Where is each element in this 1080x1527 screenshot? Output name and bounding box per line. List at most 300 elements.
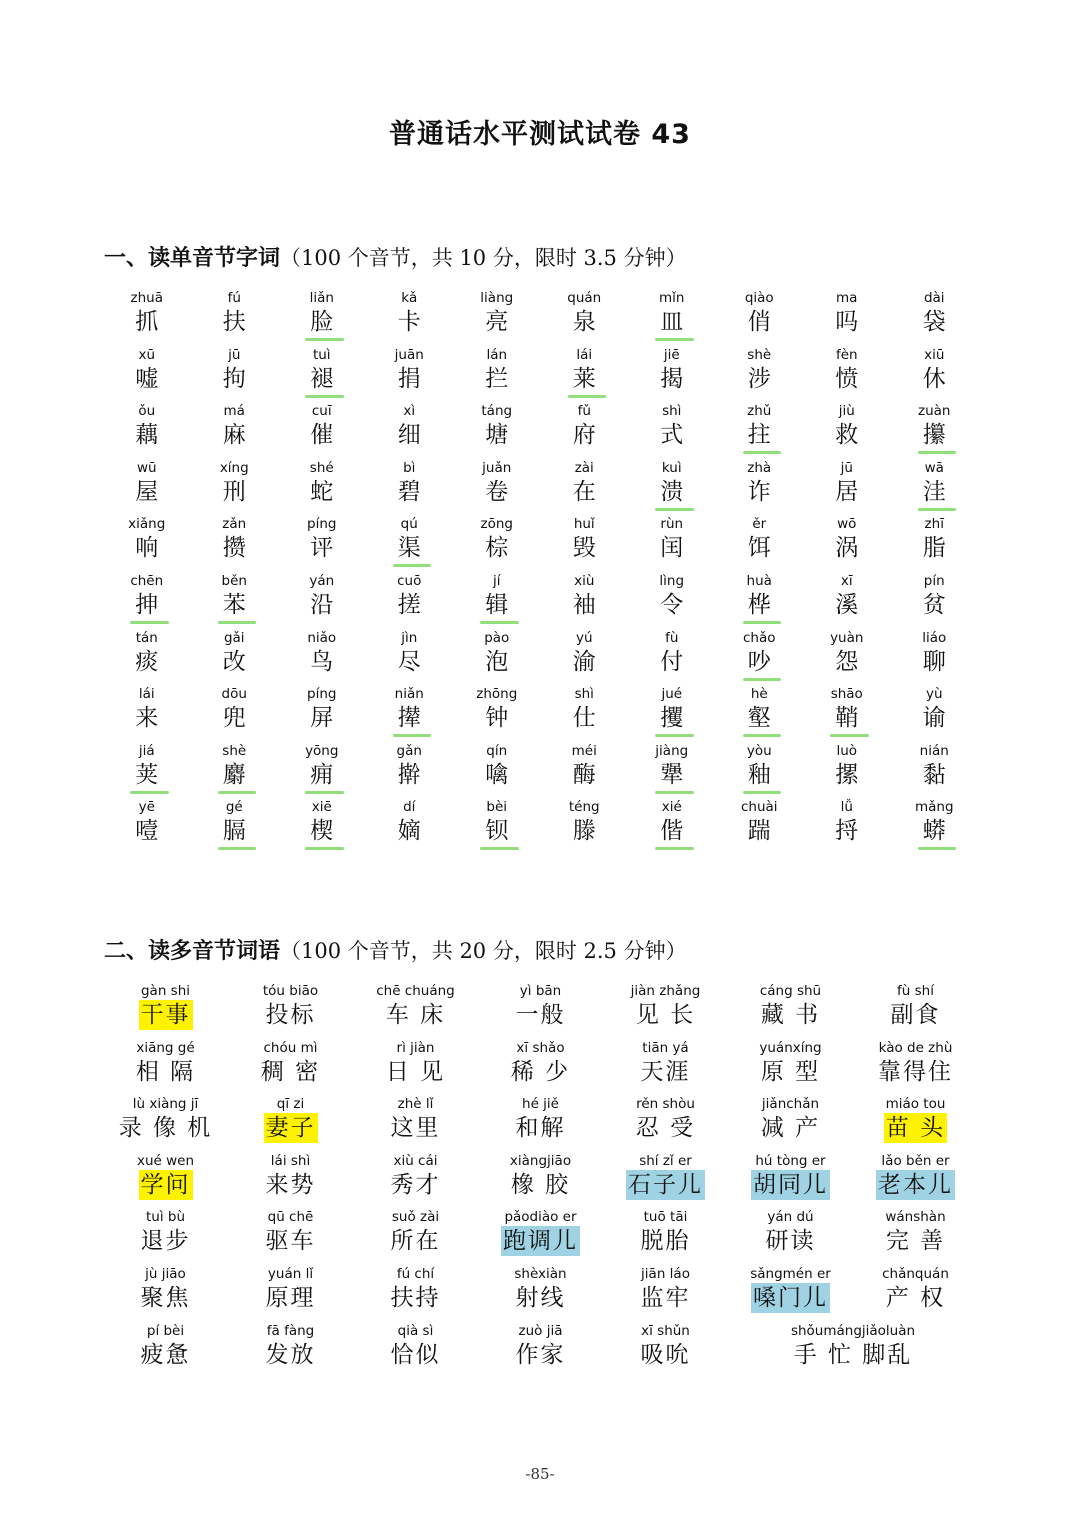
word-cell — [478, 1263, 603, 1320]
hanzi: 褪 — [310, 365, 334, 392]
pinyin: zhǔ — [747, 403, 772, 420]
char-cell — [803, 796, 891, 853]
hanzi: 涉 — [747, 365, 771, 392]
hanzi: 渠 — [397, 535, 421, 562]
hanzi: 塘 — [485, 422, 509, 449]
pinyin: rì jiàn — [396, 1039, 435, 1056]
word: 聚焦 — [140, 1284, 191, 1311]
pinyin: jiàng — [655, 742, 689, 759]
pinyin: jué — [661, 686, 683, 703]
char-cell — [191, 400, 279, 457]
pinyin: fú — [227, 290, 241, 306]
pinyin: jiá — [138, 742, 155, 759]
word: 秀才 — [390, 1171, 441, 1198]
char-cell — [103, 287, 191, 344]
word-cell — [603, 1263, 728, 1320]
char-cell-underlined — [891, 796, 979, 853]
pinyin: fù shí — [897, 983, 934, 999]
hanzi: 拦 — [485, 365, 509, 392]
pinyin: lìng — [659, 572, 685, 589]
pinyin: jiù — [838, 403, 855, 420]
char-cell — [453, 457, 541, 514]
pinyin: liǎn — [309, 290, 334, 306]
pinyin: sǎngmén er — [750, 1265, 831, 1282]
hanzi: 麻 — [222, 422, 246, 449]
section-2-note: （100 个音节，共 20 分，限时 2.5 分钟） — [280, 939, 687, 963]
hanzi: 溃 — [660, 478, 684, 505]
char-cell-underlined — [891, 400, 979, 457]
hanzi: 兜 — [222, 705, 246, 732]
pinyin: shāo — [830, 686, 863, 703]
pinyin: lǎo běn er — [881, 1152, 950, 1169]
hanzi: 噙 — [485, 761, 509, 788]
highlighted-word: 干事 — [140, 1002, 191, 1028]
char-cell — [278, 400, 366, 457]
char-cell-underlined — [628, 287, 716, 344]
pinyin: jiàn zhǎng — [630, 983, 701, 999]
word: 日 见 — [385, 1058, 446, 1085]
hanzi: 救 — [835, 422, 859, 449]
char-cell — [891, 740, 979, 797]
word: 手 忙 脚乱 — [793, 1341, 913, 1368]
pinyin: xì — [403, 403, 416, 420]
word-cell — [353, 980, 478, 1037]
pinyin: píng — [307, 686, 337, 703]
pinyin: lǚ — [840, 799, 853, 816]
word-cell — [728, 1037, 853, 1094]
hanzi: 棕 — [485, 535, 509, 562]
char-cell — [891, 570, 979, 627]
highlighted-word: 苗 头 — [885, 1115, 946, 1142]
char-cell — [541, 287, 629, 344]
word: 完 善 — [885, 1228, 946, 1255]
pinyin: xiē — [311, 799, 332, 816]
hanzi: 抻 — [135, 591, 159, 618]
char-cell — [628, 627, 716, 684]
pinyin: chǎo — [742, 629, 776, 646]
pinyin: xiàngjiāo — [509, 1152, 572, 1169]
char-cell — [541, 400, 629, 457]
pinyin: zhuā — [130, 290, 163, 306]
word-cell — [228, 1320, 353, 1377]
hanzi: 鸟 — [310, 648, 334, 675]
pinyin: luò — [836, 742, 858, 759]
pinyin: xiū — [924, 346, 945, 363]
hanzi: 付 — [660, 648, 684, 675]
word: 和解 — [515, 1115, 566, 1142]
word: 稠 密 — [260, 1058, 321, 1085]
char-cell — [716, 457, 804, 514]
hanzi: 滕 — [572, 818, 596, 845]
char-cell — [453, 740, 541, 797]
char-cell — [803, 344, 891, 401]
pinyin: xiù — [574, 572, 595, 589]
word-cell — [103, 1263, 228, 1320]
hanzi: 在 — [572, 478, 596, 505]
word-cell — [853, 980, 978, 1037]
pinyin: wā — [924, 459, 944, 476]
word-cell — [603, 1206, 728, 1263]
hanzi: 麝 — [222, 761, 246, 788]
char-cell — [541, 683, 629, 740]
hanzi: 攫 — [660, 705, 684, 732]
char-cell — [103, 627, 191, 684]
hanzi: 摞 — [835, 761, 859, 788]
hanzi: 捐 — [397, 365, 421, 392]
pinyin: yán — [309, 572, 335, 589]
char-cell — [628, 570, 716, 627]
char-cell-underlined — [803, 683, 891, 740]
pinyin: fù — [665, 629, 679, 646]
hanzi: 鞘 — [835, 705, 859, 732]
word-cell — [478, 1206, 603, 1263]
hanzi: 屋 — [135, 478, 159, 505]
word: 研读 — [765, 1228, 816, 1255]
hanzi: 令 — [660, 591, 684, 618]
char-cell — [366, 287, 454, 344]
hanzi: 蟒 — [922, 818, 946, 845]
char-cell — [366, 400, 454, 457]
pinyin: běn — [221, 572, 247, 589]
pinyin: huǐ — [573, 516, 595, 533]
pinyin: jù jiāo — [145, 1265, 186, 1282]
pinyin: kào de zhù — [878, 1039, 953, 1056]
word: 稀 少 — [510, 1058, 571, 1085]
char-cell — [191, 287, 279, 344]
pinyin: tuì — [312, 346, 331, 363]
word-cell — [228, 1037, 353, 1094]
pinyin: píng — [307, 516, 337, 533]
word-cell — [228, 1263, 353, 1320]
word-cell — [228, 980, 353, 1037]
pinyin: tán — [135, 629, 158, 646]
pinyin: jí — [492, 572, 501, 589]
hanzi: 吵 — [747, 648, 771, 675]
pinyin: xiāng gé — [136, 1039, 195, 1056]
word-cell — [603, 1320, 728, 1377]
char-cell — [366, 796, 454, 853]
hanzi: 蛇 — [310, 478, 334, 505]
hanzi: 脂 — [922, 535, 946, 562]
pinyin: lái — [576, 346, 593, 363]
pinyin: shí zǐ er — [639, 1152, 692, 1169]
pinyin: dài — [923, 290, 945, 306]
hanzi: 来 — [135, 705, 159, 732]
pinyin: fǔ — [577, 403, 591, 420]
pinyin: chǎnquán — [882, 1265, 949, 1282]
pinyin: jū — [228, 346, 241, 363]
word: 射线 — [515, 1284, 566, 1311]
word-cell — [603, 980, 728, 1037]
char-cell — [453, 683, 541, 740]
hanzi: 揭 — [660, 365, 684, 392]
char-cell — [803, 513, 891, 570]
hanzi: 刑 — [222, 478, 246, 505]
hanzi: 尽 — [397, 648, 421, 675]
pinyin: hè — [750, 686, 768, 703]
hanzi: 拄 — [747, 422, 771, 449]
pinyin: téng — [568, 799, 600, 816]
word-cell — [853, 1206, 978, 1263]
char-cell-underlined — [453, 570, 541, 627]
highlighted-word: 学问 — [140, 1171, 191, 1198]
pinyin: yù — [925, 686, 943, 703]
hanzi: 楔 — [310, 818, 334, 845]
word: 脱胎 — [640, 1228, 691, 1255]
pinyin: xiǎng — [128, 516, 166, 533]
char-cell — [453, 627, 541, 684]
hanzi: 溪 — [835, 591, 859, 618]
single-syllable-grid — [103, 287, 978, 853]
pinyin: zǎn — [222, 516, 247, 533]
char-cell — [541, 740, 629, 797]
pinyin: pín — [923, 572, 945, 589]
pinyin: rùn — [660, 516, 684, 533]
word: 这里 — [390, 1115, 441, 1142]
pinyin: shì — [574, 686, 594, 703]
hanzi: 犟 — [660, 761, 684, 788]
char-cell — [541, 796, 629, 853]
pinyin: qū chē — [267, 1209, 314, 1226]
char-cell — [453, 513, 541, 570]
word-cell — [603, 1150, 728, 1207]
pinyin: shè — [747, 346, 772, 363]
pinyin: niǎn — [394, 686, 424, 703]
word: 相 隔 — [135, 1058, 196, 1085]
hanzi: 饵 — [747, 535, 771, 562]
word-cell — [103, 1093, 228, 1150]
pinyin: liàng — [480, 290, 514, 306]
hanzi: 釉 — [747, 761, 771, 788]
pinyin: yōng — [305, 742, 339, 759]
highlighted-word: 老本儿 — [878, 1171, 953, 1198]
page-title: 普通话水平测试试卷 43 — [389, 119, 691, 150]
char-cell-underlined — [716, 570, 804, 627]
pinyin: zài — [574, 459, 594, 476]
word-cell — [603, 1093, 728, 1150]
hanzi: 搓 — [397, 591, 421, 618]
pinyin: zuò jiā — [518, 1322, 563, 1339]
char-cell — [191, 627, 279, 684]
char-cell — [891, 287, 979, 344]
char-cell-underlined — [366, 683, 454, 740]
word: 天涯 — [640, 1058, 691, 1085]
hanzi: 式 — [660, 422, 684, 449]
word-cell — [478, 1320, 603, 1377]
pinyin: fā fàng — [266, 1322, 315, 1339]
word: 橡 胶 — [510, 1171, 571, 1198]
hanzi: 仕 — [572, 705, 596, 732]
pinyin: cáng shū — [759, 983, 822, 999]
word-cell — [353, 1093, 478, 1150]
word: 减 产 — [760, 1115, 821, 1142]
char-cell — [278, 457, 366, 514]
word-cell — [103, 1150, 228, 1207]
highlighted-word: 石子儿 — [628, 1171, 703, 1198]
word-cell — [353, 1150, 478, 1207]
word-cell — [228, 1206, 353, 1263]
hanzi: 涡 — [835, 535, 859, 562]
hanzi: 钟 — [485, 705, 509, 732]
hanzi: 钡 — [485, 818, 509, 845]
pinyin: chuài — [740, 799, 778, 816]
section-1-heading — [104, 241, 687, 272]
word-cell — [353, 1037, 478, 1094]
hanzi: 谕 — [922, 705, 946, 732]
pinyin: niǎo — [307, 629, 337, 646]
char-cell-underlined — [716, 627, 804, 684]
hanzi: 响 — [135, 535, 159, 562]
pinyin: suǒ zài — [391, 1209, 440, 1226]
hanzi: 攒 — [222, 535, 246, 562]
word: 见 长 — [635, 1002, 696, 1028]
hanzi: 痰 — [135, 648, 159, 675]
word: 投标 — [265, 1002, 316, 1028]
word-cell — [728, 1206, 853, 1263]
hanzi: 居 — [835, 478, 859, 505]
hanzi: 毁 — [572, 535, 596, 562]
char-cell — [278, 570, 366, 627]
hanzi: 桦 — [747, 591, 771, 618]
word: 一般 — [515, 1002, 566, 1028]
char-cell — [278, 513, 366, 570]
char-cell — [191, 683, 279, 740]
pinyin: fú chí — [396, 1265, 435, 1282]
word-cell — [853, 1150, 978, 1207]
hanzi: 泡 — [485, 648, 509, 675]
word: 所在 — [390, 1228, 441, 1255]
pinyin: lù xiàng jī — [132, 1096, 199, 1113]
pinyin: cuī — [311, 403, 332, 420]
hanzi: 改 — [222, 648, 246, 675]
pinyin: mǐn — [659, 290, 685, 306]
pinyin: mǎng — [914, 799, 954, 816]
pinyin: jū — [840, 459, 853, 476]
pinyin: qú — [400, 516, 418, 533]
pinyin: yuàn — [830, 629, 864, 646]
word: 录 像 机 — [118, 1115, 213, 1142]
char-cell — [803, 457, 891, 514]
word: 疲惫 — [140, 1341, 191, 1368]
pinyin: jiān láo — [641, 1265, 690, 1282]
pinyin: lái shì — [270, 1152, 311, 1169]
pinyin: xū — [138, 346, 156, 363]
hanzi: 聊 — [922, 648, 946, 675]
word: 扶持 — [390, 1284, 441, 1311]
pinyin: bèi — [486, 799, 508, 816]
char-cell — [191, 513, 279, 570]
char-cell — [891, 344, 979, 401]
char-cell — [103, 400, 191, 457]
char-cell — [803, 570, 891, 627]
char-cell-underlined — [628, 683, 716, 740]
pinyin: miáo tou — [885, 1096, 946, 1113]
word-cell — [353, 1320, 478, 1377]
char-cell — [716, 513, 804, 570]
pinyin: gǎn — [396, 742, 422, 759]
pinyin: xiù cái — [393, 1152, 438, 1169]
hanzi: 细 — [397, 422, 421, 449]
word-cell — [353, 1206, 478, 1263]
hanzi: 愤 — [835, 365, 859, 392]
hanzi: 泉 — [572, 309, 596, 335]
pinyin: wō — [837, 516, 857, 533]
highlighted-word: 跑调儿 — [503, 1228, 578, 1255]
hanzi: 俏 — [747, 309, 771, 335]
char-cell-underlined — [628, 740, 716, 797]
pinyin: gǎi — [223, 629, 245, 646]
word: 车 床 — [385, 1002, 446, 1028]
word: 作家 — [515, 1341, 566, 1368]
char-cell-underlined — [453, 796, 541, 853]
pinyin: xī shǔn — [641, 1322, 690, 1339]
char-cell-underlined — [366, 513, 454, 570]
pinyin: chóu mì — [263, 1039, 318, 1056]
word-cell — [103, 1206, 228, 1263]
hanzi: 抓 — [135, 309, 159, 335]
pinyin: huà — [746, 572, 772, 589]
word: 藏 书 — [760, 1002, 821, 1028]
char-cell-underlined — [716, 400, 804, 457]
word: 副食 — [890, 1002, 941, 1028]
pinyin: gé — [225, 799, 243, 816]
hanzi: 撵 — [397, 705, 421, 732]
hanzi: 藕 — [135, 422, 159, 449]
pinyin: zuàn — [918, 403, 951, 420]
word-cell — [478, 1093, 603, 1150]
pinyin: jiǎnchǎn — [761, 1096, 820, 1113]
hanzi: 卡 — [397, 309, 421, 335]
word: 监牢 — [640, 1284, 691, 1311]
pinyin: yuánxíng — [759, 1039, 822, 1056]
pinyin: ma — [836, 290, 858, 306]
pinyin: yì bān — [519, 983, 562, 999]
hanzi: 膈 — [222, 818, 246, 845]
pinyin: má — [223, 403, 245, 420]
pinyin: méi — [571, 742, 597, 759]
char-cell — [541, 513, 629, 570]
hanzi: 偕 — [660, 818, 684, 845]
char-cell — [803, 287, 891, 344]
word-cell — [478, 1037, 603, 1094]
hanzi: 痈 — [310, 761, 334, 788]
pinyin: zhà — [747, 459, 772, 476]
char-cell — [453, 287, 541, 344]
pinyin: pí bèi — [146, 1322, 185, 1339]
char-cell — [191, 344, 279, 401]
pinyin: nián — [919, 742, 949, 759]
char-cell-underlined — [891, 457, 979, 514]
pinyin: zōng — [480, 516, 513, 533]
pinyin: shè — [222, 742, 247, 759]
word-cell — [728, 1093, 853, 1150]
hanzi: 怨 — [835, 648, 859, 675]
pinyin: chēn — [130, 572, 164, 589]
pinyin: liáo — [922, 629, 947, 646]
pinyin: tóu biāo — [262, 983, 319, 999]
hanzi: 黏 — [922, 761, 946, 788]
word-cell — [728, 980, 853, 1037]
char-cell — [628, 400, 716, 457]
word-cell — [728, 1150, 853, 1207]
pinyin: chē chuáng — [376, 983, 455, 999]
char-cell-underlined — [278, 740, 366, 797]
word-cell — [103, 980, 228, 1037]
char-cell — [366, 570, 454, 627]
word: 产 权 — [885, 1284, 946, 1311]
hanzi: 辑 — [485, 591, 509, 618]
hanzi: 攥 — [922, 422, 946, 449]
